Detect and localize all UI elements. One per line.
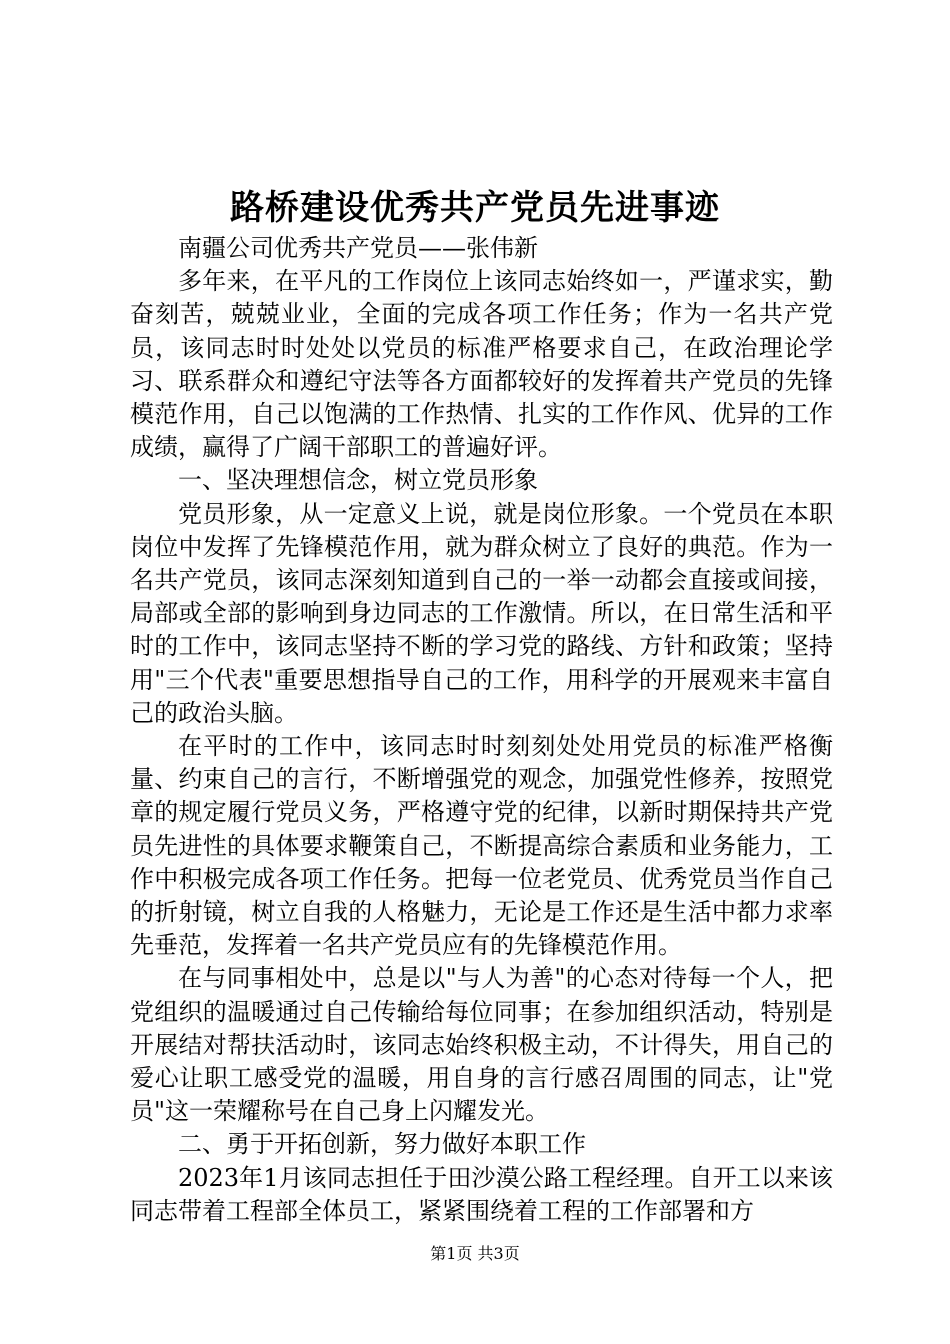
body-paragraph: 在与同事相处中，总是以"与人为善"的心态对待每一个人，把党组织的温暖通过自己传输给每位同事；在参加组织活动，特别是开展结对帮扶活动时，该同志始终积极主动，不计得失，用自己的爱心让职工感受党的温暖，用自身的言行感召周围的同志，让"党员"这一荣耀称号在自己身上闪耀发光。	[130, 964, 833, 1126]
body-paragraph: 在平时的工作中，该同志时时刻刻处处用党员的标准严格衡量、约束自己的言行，不断增强党的观念，加强党性修养，按照党章的规定履行党员义务，严格遵守党的纪律，以新时期保持共产党员先进性的具体要求鞭策自己，不断提高综合素质和业务能力，工作中积极完成各项工作任务。把每一位老党员、优秀党员当作自己的折射镜，树立自我的人格魅力，无论是工作还是生活中都力求率先垂范，发挥着一名共产党员应有的先锋模范作用。	[130, 732, 833, 960]
body-paragraph: 2023年1月该同志担任于田沙漠公路工程经理。自开工以来该同志带着工程部全体员工，紧紧围绕着工程的工作部署和方	[130, 1163, 833, 1225]
document-body	[130, 232, 833, 1228]
intro-paragraph: 多年来，在平凡的工作岗位上该同志始终如一，严谨求实，勤奋刻苦，兢兢业业，全面的完成各项工作任务；作为一名共产党员，该同志时时处处以党员的标准严格要求自己，在政治理论学习、联系群众和遵纪守法等各方面都较好的发挥着共产党员的先锋模范作用，自己以饱满的工作热情、扎实的工作作风、优异的工作成绩，赢得了广阔干部职工的普遍好评。	[130, 267, 833, 462]
body-paragraph: 党员形象，从一定意义上说，就是岗位形象。一个党员在本职岗位中发挥了先锋模范作用，就为群众树立了良好的典范。作为一名共产党员，该同志深刻知道到自己的一举一动都会直接或间接，局部或全部的影响到身边同志的工作激情。所以，在日常生活和平时的工作中，该同志坚持不断的学习党的路线、方针和政策；坚持用"三个代表"重要思想指导自己的工作，用科学的开展观来丰富自己的政治头脑。	[130, 499, 833, 727]
author-line: 南疆公司优秀共产党员——张伟新	[178, 234, 538, 262]
section-heading-2: 二、勇于开拓创新，努力做好本职工作	[178, 1130, 586, 1159]
document-title: 路桥建设优秀共产党员先进事迹	[230, 188, 720, 228]
section-heading-1: 一、坚决理想信念，树立党员形象	[178, 466, 538, 495]
page-number-footer: 第1页 共3页	[430, 1244, 520, 1263]
